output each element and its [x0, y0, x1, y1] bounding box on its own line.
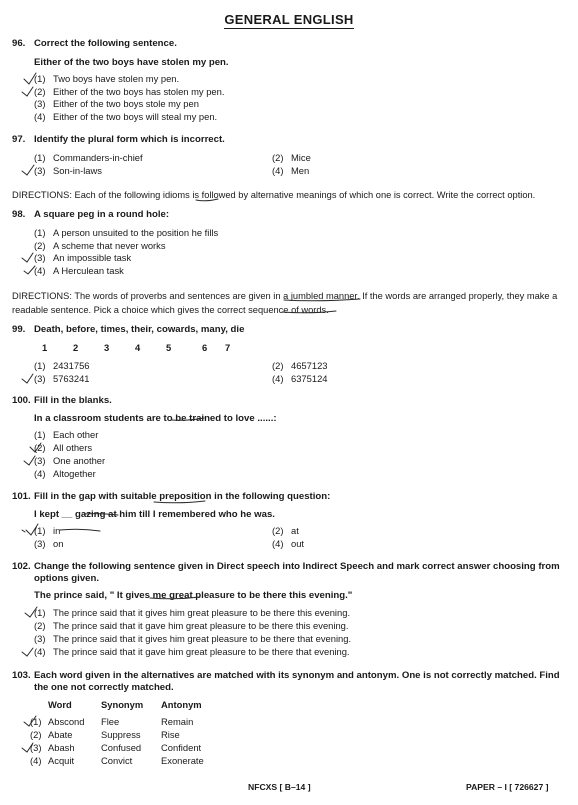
row-103-1-num: (1)	[30, 716, 42, 727]
question-100: 100. Fill in the blanks.	[12, 395, 112, 406]
option-99-4: (4) 6375124	[272, 373, 328, 384]
tick-100-2	[30, 443, 41, 452]
row-103-2-num: (2)	[30, 729, 42, 740]
tick-103-1	[24, 716, 36, 726]
position-numbers: 1 2 3 4 5 6 7	[42, 342, 231, 353]
option-100-4: (4) Altogether	[34, 468, 96, 479]
underline-gazing	[84, 514, 118, 515]
underline-idioms	[196, 199, 218, 201]
row-103-4-synonym: Convict	[101, 755, 133, 766]
mark-to-love	[172, 418, 204, 420]
option-99-1: (1) 2431756	[34, 360, 90, 371]
row-103-2-word: Abate	[48, 729, 73, 740]
question-102: 102. Change the following sentence given in Direct speech into Indirect Speech and mark correct answer choosing from	[12, 561, 560, 572]
tick-102-1	[25, 607, 37, 617]
question-101-stem: I kept __ gazing at him till I remembered who he was.	[34, 509, 275, 520]
tick-101-1b	[22, 530, 25, 532]
option-98-2: (2) A scheme that never works	[34, 240, 166, 251]
row-103-2-antonym: Rise	[161, 729, 180, 740]
option-102-2: (2) The prince said that it gave him great pleasure to be there this evening.	[34, 620, 349, 631]
underline-preposition	[154, 501, 205, 503]
question-96-stem: Either of the two boys have stolen my pen.	[34, 57, 229, 68]
question-97: 97. Identify the plural form which is incorrect.	[12, 134, 225, 145]
tick-98-4	[24, 266, 35, 274]
option-98-4: (4) A Herculean task	[34, 265, 124, 276]
tick-102-4	[22, 648, 33, 656]
underline-sequence	[282, 311, 336, 313]
option-102-3: (3) The prince said that it gives him great pleasure to be there that evening.	[34, 633, 352, 644]
option-98-1: (1) A person unsuited to the position he fills	[34, 227, 219, 238]
option-100-2: (2) All others	[34, 442, 93, 453]
underline-great	[150, 597, 200, 599]
directions-idioms: DIRECTIONS: Each of the following idioms is followed by alternative meanings of which one is correct. Write the correct option.	[12, 190, 536, 200]
question-96: 96. Correct the following sentence.	[12, 38, 177, 49]
question-99: 99. Death, before, times, their, cowards, many, die	[12, 324, 245, 335]
tick-98-3	[22, 253, 33, 262]
footer-paper: PAPER – I [ 726627 ]	[466, 782, 549, 792]
row-103-4-num: (4)	[30, 755, 42, 766]
row-103-2-synonym: Suppress	[101, 729, 141, 740]
question-103: 103. Each word given in the alternatives are matched with its synonym and antonym. One is not correctly matched. Find	[12, 670, 560, 681]
row-103-3-word: Abash	[48, 742, 75, 753]
tick-100-3	[24, 456, 35, 465]
directions-jumbled: DIRECTIONS: The words of proverbs and sentences are given in a jumbled manner. If the words are arranged properly, they make a readable sentence. Pick a choice which gives the correct sequence of words.	[12, 291, 558, 315]
col-header-word: Word	[48, 699, 72, 710]
row-103-1-synonym: Flee	[101, 716, 120, 727]
row-103-1-word: Abscond	[48, 716, 85, 727]
option-96-4: (4) Either of the two boys will steal my pen.	[34, 111, 218, 122]
question-98: 98. A square peg in a round hole:	[12, 209, 170, 220]
question-102-line2: options given.	[34, 573, 100, 584]
option-98-3: (3) An impossible task	[34, 252, 132, 263]
row-103-3-synonym: Confused	[101, 742, 142, 753]
option-97-3: (3) Son-in-laws	[34, 165, 102, 176]
option-100-1: (1) Each other	[34, 429, 99, 440]
option-96-2: (2) Either of the two boys has stolen my pen.	[34, 86, 225, 97]
option-97-2: (2) Mice	[272, 152, 311, 163]
option-99-2: (2) 4657123	[272, 360, 328, 371]
footer-code: NFCXS [ B–14 ]	[248, 782, 311, 792]
tick-101-1	[26, 524, 38, 535]
question-101: 101. Fill in the gap with suitable preposition in the following question:	[12, 491, 331, 502]
option-97-1: (1) Commanders-in-chief	[34, 152, 143, 163]
option-101-1: (1) in	[34, 525, 61, 536]
row-103-4-word: Acquit	[48, 755, 75, 766]
question-100-stem: In a classroom students are to be trained to love ......:	[34, 413, 277, 424]
tick-99-3	[22, 374, 33, 383]
row-103-4-antonym: Exonerate	[161, 755, 204, 766]
col-header-synonym: Synonym	[101, 699, 144, 710]
option-101-2: (2) at	[272, 525, 299, 536]
page-title: GENERAL ENGLISH	[224, 12, 354, 27]
option-102-1: (1) The prince said that it gives him great pleasure to be there this evening.	[34, 607, 351, 618]
question-103-line2: the one not correctly matched.	[34, 682, 174, 693]
row-103-3-antonym: Confident	[161, 742, 202, 753]
tick-103-3	[22, 743, 33, 752]
option-100-3: (3) One another	[34, 455, 106, 466]
option-101-3: (3) on	[34, 538, 64, 549]
tick-96-1	[24, 73, 36, 84]
col-header-antonym: Antonym	[161, 699, 202, 710]
tick-97-3	[22, 165, 34, 175]
row-103-1-antonym: Remain	[161, 716, 194, 727]
underline-jumbled	[284, 299, 360, 301]
option-96-3: (3) Either of the two boys stole my pen	[34, 98, 199, 109]
question-102-stem: The prince said, " It gives me great pleasure to be there this evening."	[34, 590, 353, 601]
option-101-4: (4) out	[272, 538, 305, 549]
row-103-3-num: (3)	[30, 742, 42, 753]
option-96-1: (1) Two boys have stolen my pen.	[34, 73, 180, 84]
option-99-3: (3) 5763241	[34, 373, 90, 384]
option-102-4: (4) The prince said that it gave him great pleasure to be there that evening.	[34, 646, 350, 657]
tick-96-2	[22, 87, 33, 96]
option-97-4: (4) Men	[272, 165, 310, 176]
scribble-in	[60, 529, 100, 531]
